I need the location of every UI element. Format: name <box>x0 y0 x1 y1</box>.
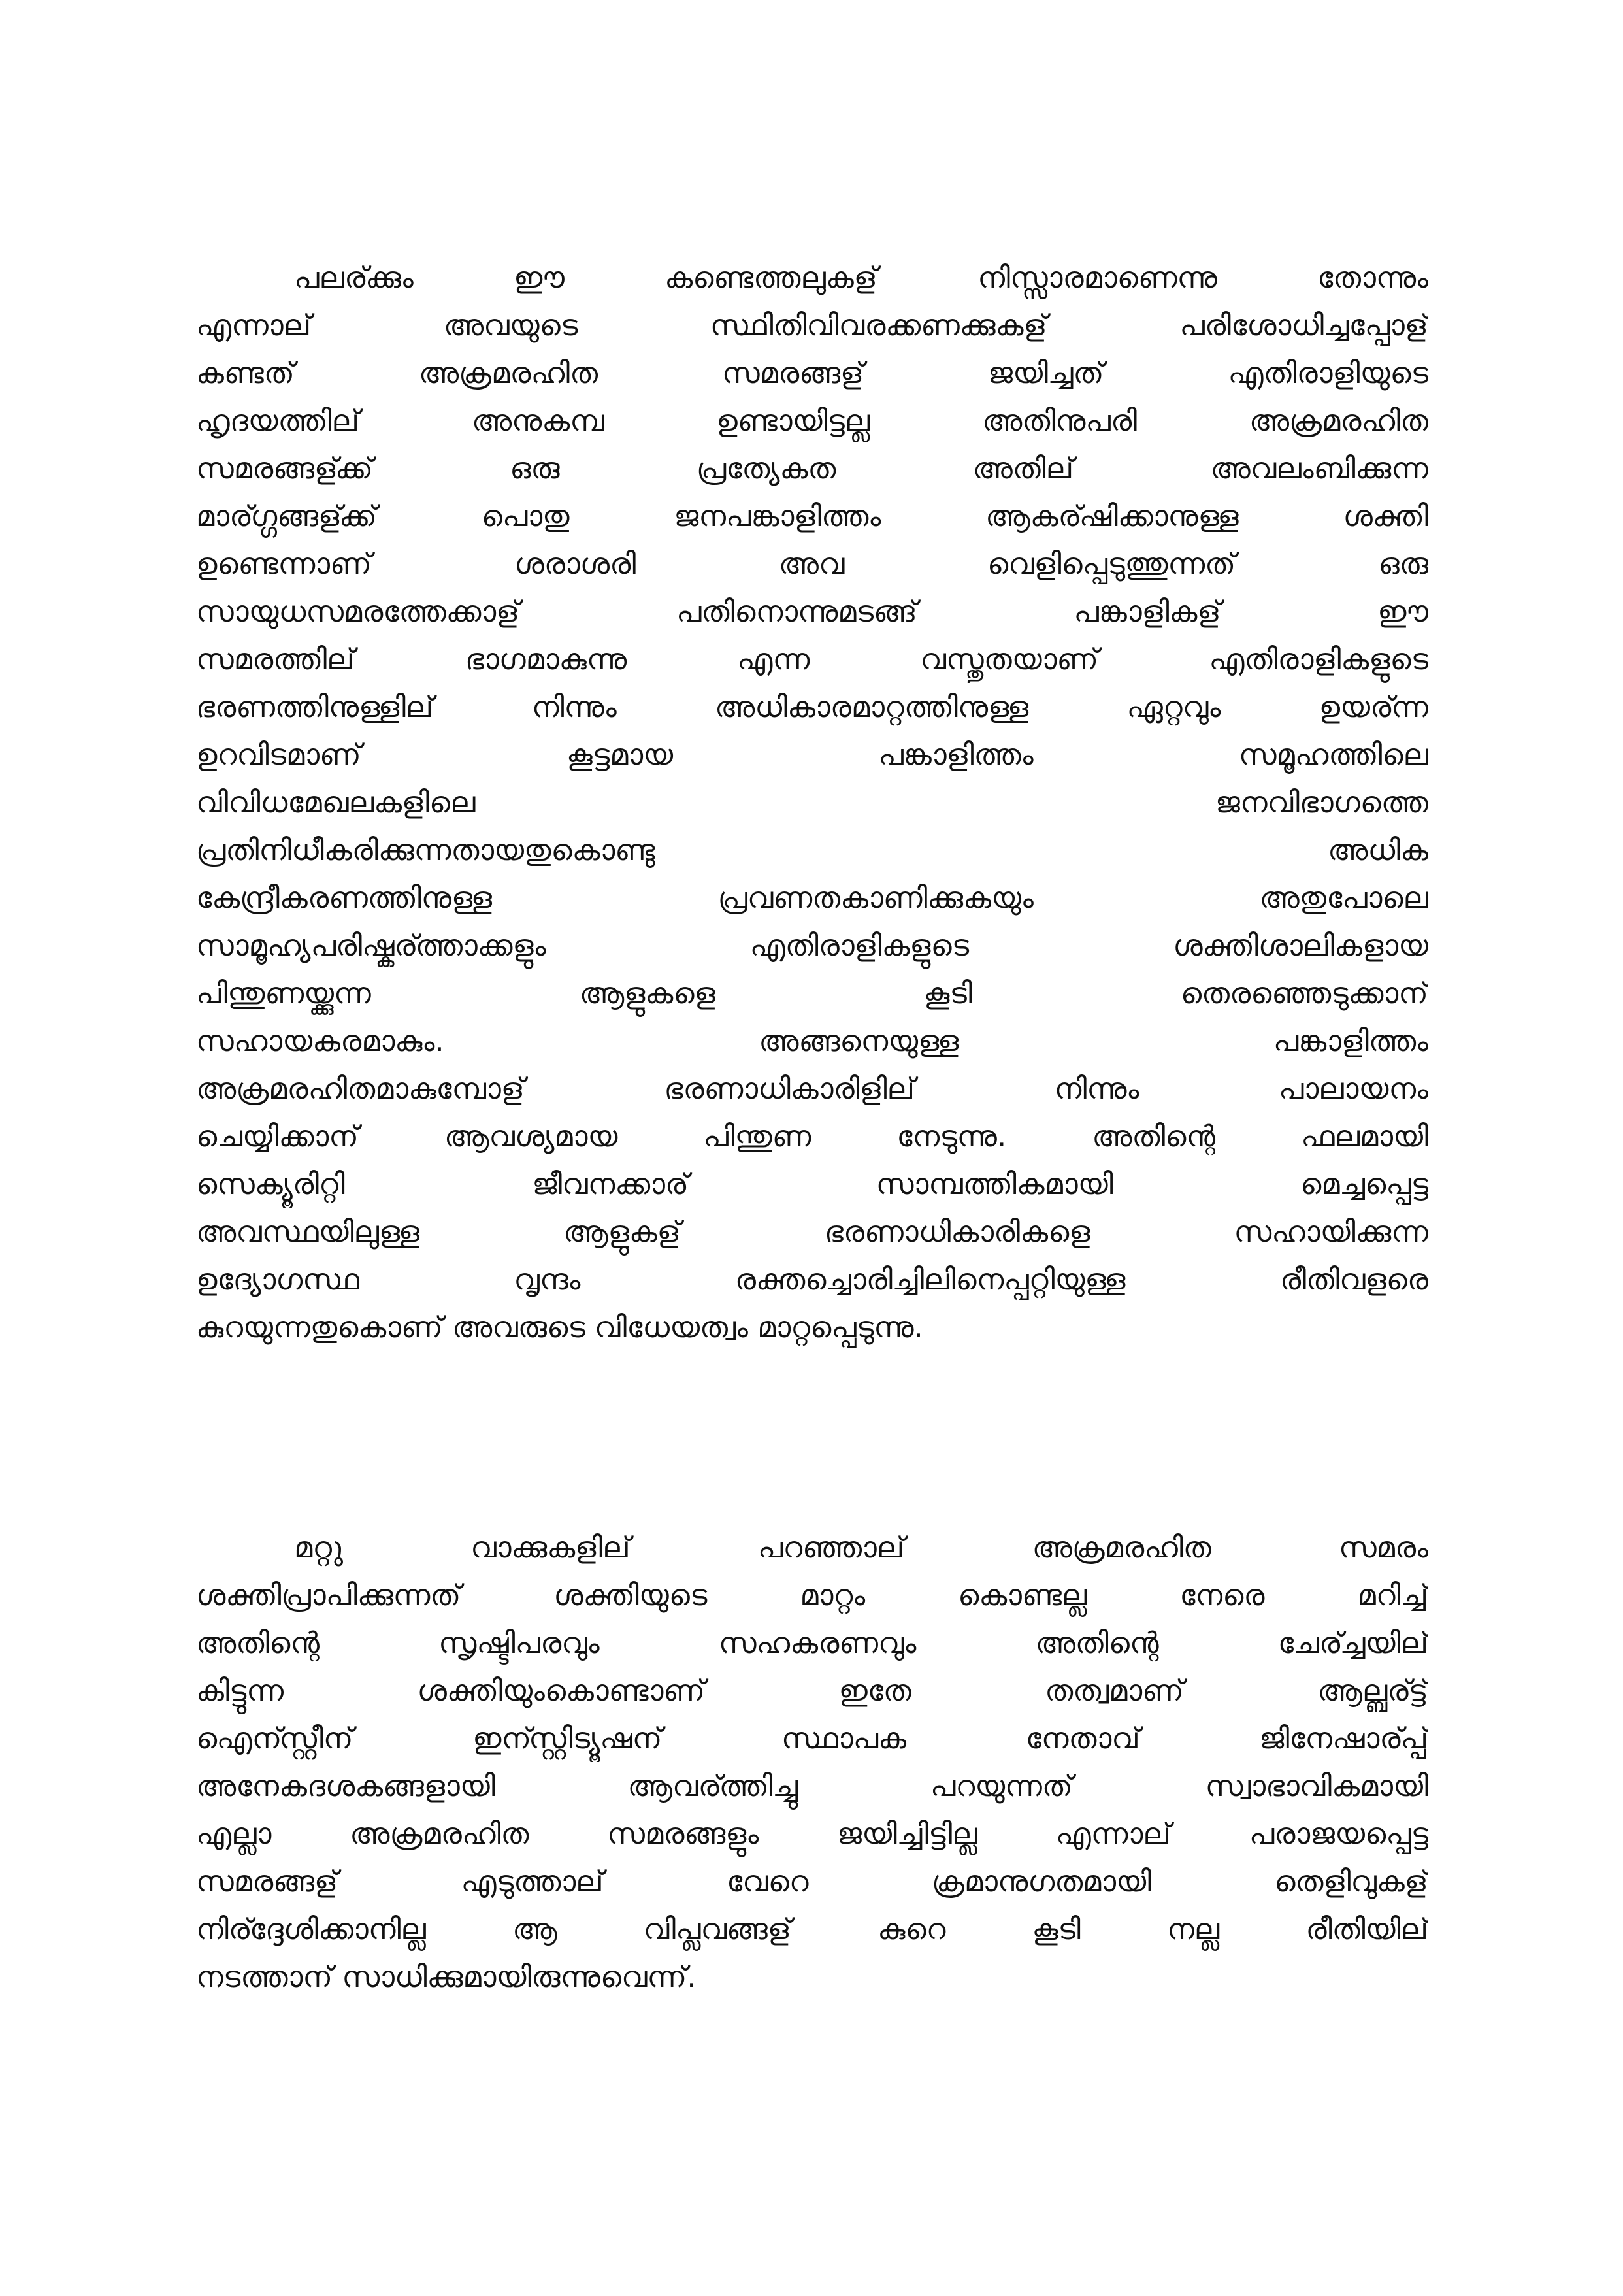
paragraph-line: സെക്യൂരിറ്റി ജീവനക്കാര് സാമ്പത്തികമായി മെച്ചപ്പെട്ട <box>196 1167 1428 1201</box>
paragraph-line: വിവിധമേഖലകളിലെ ജനവിഭാഗത്തെ <box>196 785 1428 820</box>
paragraph-line: സഹായകരമാകും. അങ്ങനെയുള്ള പങ്കാളിത്തം <box>196 1023 1428 1058</box>
paragraph-line: നടത്താന് സാധിക്കുമായിരുന്നുവെന്ന്. <box>196 1959 697 1994</box>
paragraph-line: സമരങ്ങള്ക്ക് ഒരു പ്രത്യേകത അതില് അവലംബിക്കുന്ന <box>196 451 1428 486</box>
paragraph-line: എന്നാല് അവയുടെ സ്ഥിതിവിവരക്കണക്കുകള് പരിശോധിച്ചപ്പോള് <box>196 308 1428 342</box>
paragraph-line: എല്ലാ അക്രമരഹിത സമരങ്ങളും ജയിച്ചിട്ടില്ല എന്നാല് പരാജയപ്പെട്ട <box>196 1816 1428 1851</box>
paragraph-1 <box>196 254 1428 1351</box>
paragraph-line: മറ്റു വാക്കുകളില് പറഞ്ഞാല് അക്രമരഹിത സമരം <box>294 1530 1428 1565</box>
paragraph-line: ഐന്സ്റ്റീന് ഇന്സ്റ്റിട്യൂഷന് സ്ഥാപക നേതാവ് ജിനേഷാര്പ്പ് <box>196 1721 1428 1755</box>
paragraph-line: ഉറവിടമാണ് കൂട്ടമായ പങ്കാളിത്തം സമൂഹത്തിലെ <box>196 737 1428 772</box>
paragraph-line: അവസ്ഥയിലുള്ള ആളുകള് ഭരണാധികാരികളെ സഹായിക്കുന്ന <box>196 1214 1428 1249</box>
paragraph-line: ശക്തിപ്രാപിക്കുന്നത് ശക്തിയുടെ മാറ്റം കൊണ്ടല്ല നേരെ മറിച്ച് <box>196 1578 1428 1612</box>
paragraph-line: പലര്ക്കും ഈ കണ്ടെത്തലുകള് നിസ്സാരമാണെന്നു തോന്നും <box>294 260 1428 295</box>
paragraph-line: അക്രമരഹിതമാകുമ്പോള് ഭരണാധികാരിളില് നിന്നും പാലായനം <box>196 1071 1428 1106</box>
paragraph-line: മാര്ഗ്ഗങ്ങള്ക്ക് പൊതു ജനപങ്കാളിത്തം ആകര്ഷിക്കാനുള്ള ശക്തി <box>196 499 1428 533</box>
paragraph-line: സാമൂഹ്യപരിഷ്കര്ത്താക്കളും എതിരാളികളുടെ ശക്തിശാലികളായ <box>196 928 1428 963</box>
paragraph-line: പിന്തുണയ്ക്കുന്ന ആളുകളെ കൂടി തെരഞ്ഞെടുക്കാന് <box>196 976 1428 1010</box>
paragraph-line: പ്രതിനിധീകരിക്കുന്നതായതുകൊണ്ടു അധിക <box>196 833 1428 867</box>
paragraph-line: സമരത്തില് ഭാഗമാകുന്നു എന്ന വസ്തുതയാണ് എതിരാളികളുടെ <box>196 642 1428 676</box>
paragraph-line: ഉദ്യോഗസ്ഥ വൃന്ദം രക്തച്ചൊരിച്ചിലിനെപ്പറ്റിയുള്ള രീതിവളരെ <box>196 1262 1428 1297</box>
paragraph-line: കിട്ടുന്ന ശക്തിയുംകൊണ്ടാണ് ഇതേ തത്വമാണ് ആല്ബര്ട്ട് <box>196 1673 1428 1708</box>
paragraph-line: ഹൃദയത്തില് അനുകമ്പ ഉണ്ടായിട്ടല്ല അതിനുപരി അക്രമരഹിത <box>196 403 1428 438</box>
paragraph-line: അനേകദശകങ്ങളായി ആവര്ത്തിച്ചു പറയുന്നത് സ്വാഭാവികമായി <box>196 1769 1428 1803</box>
paragraph-2 <box>196 1523 1428 2001</box>
paragraph-line: സമരങ്ങള് എടുത്താല് വേറെ ക്രമാനുഗതമായി തെളിവുകള് <box>196 1864 1428 1899</box>
paragraph-line: ഭരണത്തിനുള്ളില് നിന്നും അധികാരമാറ്റത്തിനുള്ള ഏറ്റവും ഉയര്ന്ന <box>196 690 1428 724</box>
paragraph-line: കേന്ദ്രീകരണത്തിനുള്ള പ്രവണതകാണിക്കുകയും അതുപോലെ <box>196 880 1428 915</box>
paragraph-line: ചെയ്യിക്കാന് ആവശ്യമായ പിന്തുണ നേടുന്നു. അതിന്റെ ഫലമായി <box>196 1119 1428 1154</box>
paragraph-line: കുറയുന്നതുകൊണ് അവരുടെ വിധേയത്വം മാറ്റപ്പെടുന്നു. <box>196 1310 923 1344</box>
paragraph-line: ഉണ്ടെന്നാണ് ശരാശരി അവ വെളിപ്പെടുത്തുന്നത് ഒരു <box>196 546 1428 581</box>
paragraph-line: കണ്ടത് അക്രമരഹിത സമരങ്ങള് ജയിച്ചത് എതിരാളിയുടെ <box>196 356 1428 390</box>
paragraph-line: സായുധസമരത്തേക്കാള് പതിനൊന്നുമടങ്ങ് പങ്കാളികള് ഈ <box>196 594 1428 629</box>
paragraph-line: നിര്ദ്ദേശിക്കാനില്ല ആ വിപ്ലവങ്ങള് കുറെ കൂടി നല്ല രീതിയില് <box>196 1912 1428 1946</box>
paragraph-line: അതിന്റെ സൃഷ്ടിപരവും സഹകരണവും അതിന്റെ ചേര്ച്ചയില് <box>196 1625 1428 1660</box>
